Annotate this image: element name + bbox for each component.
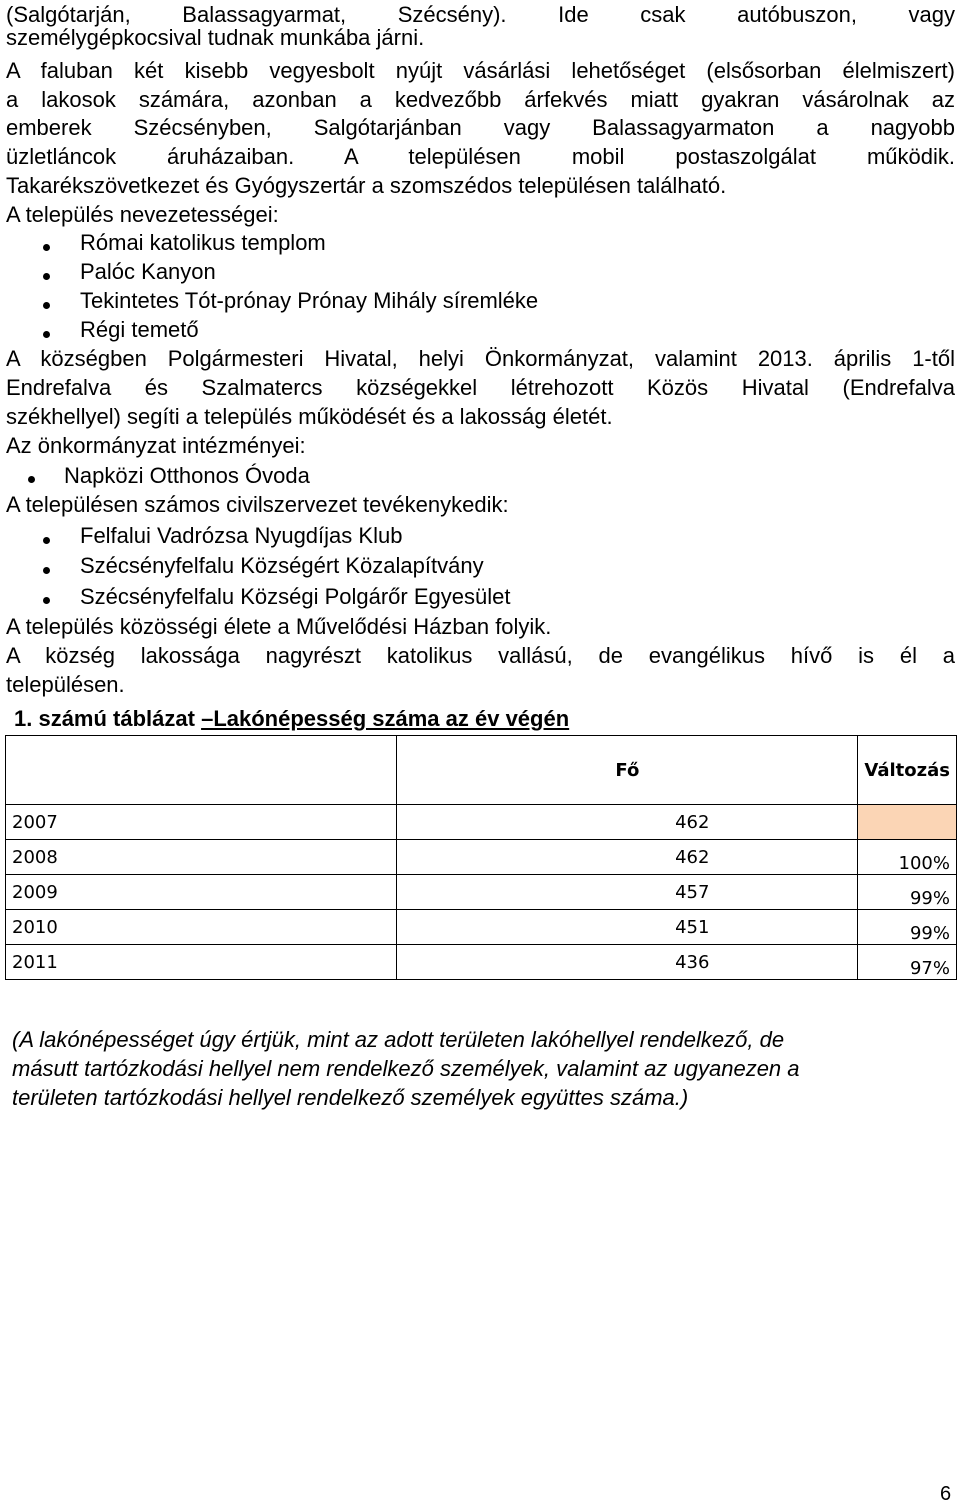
table-title-prefix: 1. számú táblázat xyxy=(14,706,202,731)
footnote-line: területen tartózkodási hellyel rendelkező személyek együttes száma.) xyxy=(12,1085,689,1110)
list-item: Napközi Otthonos Óvoda xyxy=(64,463,310,488)
count-cell: 451 xyxy=(397,910,858,945)
header-cell-change: Változás xyxy=(858,736,957,805)
list-item: Palóc Kanyon xyxy=(80,259,216,284)
bullet-icon xyxy=(43,273,50,280)
paragraph-line: Takarékszövetkezet és Gyógyszertár a szomszédos településen található. xyxy=(6,173,727,198)
footnote-line: (A lakónépességet úgy értjük, mint az adott területen lakóhellyel rendelkező, de xyxy=(12,1027,785,1052)
paragraph-line: településen. xyxy=(6,672,125,697)
page-number: 6 xyxy=(940,1483,952,1505)
count-cell: 436 xyxy=(397,945,858,980)
year-cell: 2008 xyxy=(6,840,397,875)
paragraph-line: A település közösségi élete a Művelődési Házban folyik. xyxy=(6,614,552,639)
list-item: Szécsényfelfalu Községért Közalapítvány xyxy=(80,553,484,578)
count-cell: 457 xyxy=(397,875,858,910)
table-footnote xyxy=(12,1025,922,1112)
change-cell xyxy=(858,805,957,840)
institutions-heading: Az önkormányzat intézményei: xyxy=(6,433,306,458)
paragraph-line: Endrefalva és Szalmatercs községekkel létrehozott Közös Hivatal (Endrefalva xyxy=(6,375,955,400)
year-cell: 2009 xyxy=(6,875,397,910)
table-row xyxy=(6,840,957,875)
list-item: Római katolikus templom xyxy=(80,230,326,255)
change-cell: 99% xyxy=(858,910,957,945)
bullet-icon xyxy=(43,567,50,574)
bullet-icon xyxy=(43,302,50,309)
bullet-icon xyxy=(43,244,50,251)
year-cell: 2007 xyxy=(6,805,397,840)
table-header-row xyxy=(6,736,957,805)
year-cell: 2011 xyxy=(6,945,397,980)
paragraph-line: a lakosok számára, azonban a kedvezőbb árfekvés miatt gyakran vásárolnak az xyxy=(6,87,955,112)
paragraph-line: emberek Szécsényben, Salgótarjánban vagy Balassagyarmaton a nagyobb xyxy=(6,115,955,140)
paragraph-line: A községben Polgármesteri Hivatal, helyi Önkormányzat, valamint 2013. április 1-től xyxy=(6,346,955,371)
bullet-icon xyxy=(43,537,50,544)
header-cell-empty xyxy=(6,736,397,805)
year-cell: 2010 xyxy=(6,910,397,945)
list-item: Szécsényfelfalu Községi Polgárőr Egyesület xyxy=(80,584,511,609)
sights-heading: A település nevezetességei: xyxy=(6,202,279,227)
table-row xyxy=(6,945,957,980)
table-title xyxy=(14,704,569,734)
table-row xyxy=(6,875,957,910)
paragraph-line: (Salgótarján, Balassagyarmat, Szécsény). Ide csak autóbuszon, vagy xyxy=(6,2,955,27)
change-cell: 99% xyxy=(858,875,957,910)
bullet-icon xyxy=(43,597,50,604)
population-table xyxy=(5,735,957,980)
paragraph-line: üzletláncok áruházaiban. A településen mobil postaszolgálat működik. xyxy=(6,144,955,169)
change-cell: 97% xyxy=(858,945,957,980)
bullet-icon xyxy=(28,476,35,483)
header-cell-count: Fő xyxy=(397,736,858,805)
footnote-line: másutt tartózkodási hellyel nem rendelkező személyek, valamint az ugyanezen a xyxy=(12,1056,800,1081)
paragraph-line: A község lakossága nagyrészt katolikus vallású, de evangélikus hívő is él a xyxy=(6,643,955,668)
bullet-icon xyxy=(43,331,50,338)
paragraph-line: székhellyel) segíti a település működését és a lakosság életét. xyxy=(6,404,613,429)
list-item: Régi temető xyxy=(80,317,199,342)
table-row xyxy=(6,910,957,945)
change-cell: 100% xyxy=(858,840,957,875)
paragraph-line: személygépkocsival tudnak munkába járni. xyxy=(6,25,425,50)
count-cell: 462 xyxy=(397,805,858,840)
paragraph-line: A faluban két kisebb vegyesbolt nyújt vásárlási lehetőséget (elsősorban élelmiszert) xyxy=(6,58,955,83)
count-cell: 462 xyxy=(397,840,858,875)
civil-heading: A településen számos civilszervezet tevékenykedik: xyxy=(6,492,509,517)
table-row xyxy=(6,805,957,840)
list-item: Felfalui Vadrózsa Nyugdíjas Klub xyxy=(80,523,403,548)
table-title-main: –Lakónépesség száma az év végén xyxy=(201,706,570,731)
list-item: Tekintetes Tót-prónay Prónay Mihály síremléke xyxy=(80,288,539,313)
